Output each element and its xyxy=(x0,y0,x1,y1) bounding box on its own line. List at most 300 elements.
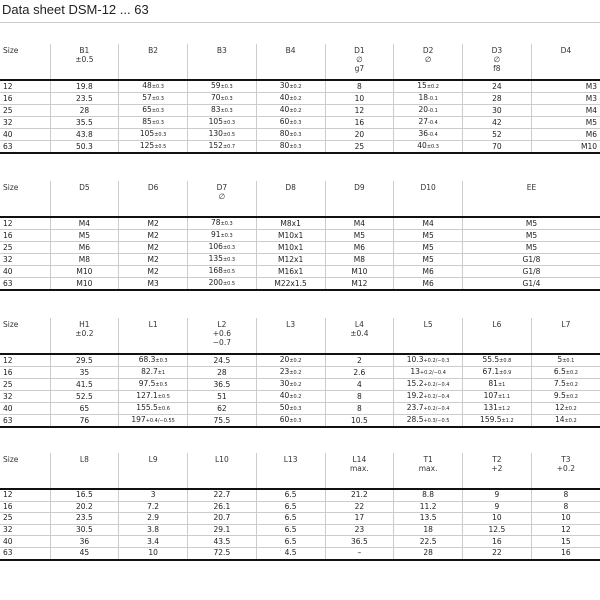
column-header xyxy=(188,318,257,354)
cell-value: 40 xyxy=(279,93,290,102)
table-cell xyxy=(463,354,532,367)
cell-value: 16 xyxy=(3,93,13,103)
cell-value: 20 xyxy=(279,355,290,364)
table-cell xyxy=(325,524,394,536)
table-cell xyxy=(188,217,257,230)
table-cell xyxy=(325,513,394,525)
column-header-line: L2 xyxy=(217,320,227,329)
cell-value: 30 xyxy=(279,81,290,90)
cell-value: M8 xyxy=(78,254,90,264)
column-header-line: f8 xyxy=(493,64,501,73)
cell-value: 40 xyxy=(417,141,427,150)
cell-tolerance: ±0.3 xyxy=(289,144,302,150)
column-header-line: L5 xyxy=(423,320,433,329)
cell-value: 40 xyxy=(279,391,290,400)
cell-tolerance: ±0.5 xyxy=(157,394,170,400)
cell-value: 3 xyxy=(150,490,156,500)
table-cell xyxy=(256,524,325,536)
cell-value: 63 xyxy=(3,415,13,425)
cell-value: 23 xyxy=(354,525,365,535)
cell-value: 8 xyxy=(563,501,569,511)
cell-value: 8 xyxy=(356,81,362,91)
size-cell xyxy=(0,379,50,391)
table-cell xyxy=(119,242,188,254)
cell-value: 40 xyxy=(3,266,13,276)
cell-value: 16 xyxy=(354,117,365,127)
table-cell xyxy=(531,367,600,379)
column-header xyxy=(119,44,188,80)
cell-tolerance: ±0.5 xyxy=(154,144,167,150)
size-cell xyxy=(0,117,50,129)
table-cell xyxy=(256,489,325,501)
data-table-1 xyxy=(0,44,600,154)
table-cell xyxy=(119,141,188,154)
table-header-row xyxy=(0,44,600,80)
table-cell xyxy=(188,266,257,278)
cell-value: 13.5 xyxy=(419,513,437,523)
cell-value: 78 xyxy=(211,218,221,227)
cell-tolerance: ±0.3 xyxy=(151,96,164,102)
cell-tolerance: ±0.3 xyxy=(220,233,233,239)
cell-tolerance: ±0.3 xyxy=(222,120,236,126)
table-cell xyxy=(325,391,394,403)
table-cell xyxy=(50,513,119,525)
size-cell xyxy=(0,354,50,367)
size-cell xyxy=(0,93,50,105)
table-cell xyxy=(256,403,325,415)
size-cell xyxy=(0,367,50,379)
cell-value: 17 xyxy=(354,513,365,523)
cell-tolerance: ±0.2 xyxy=(289,382,302,388)
size-cell xyxy=(0,524,50,536)
cell-value: 3.8 xyxy=(147,525,160,535)
table-cell xyxy=(256,266,325,278)
cell-value: 15.2 xyxy=(406,379,424,388)
cell-value: 36 xyxy=(418,129,429,138)
table-cell xyxy=(463,513,532,525)
table-cell xyxy=(119,217,188,230)
table-cell xyxy=(188,278,257,291)
table-cell xyxy=(50,367,119,379)
table-row xyxy=(0,254,600,266)
column-header xyxy=(463,453,532,489)
column-header xyxy=(188,453,257,489)
column-header xyxy=(531,44,600,80)
table-cell xyxy=(256,105,325,117)
cell-value: 131 xyxy=(483,403,498,412)
table-cell xyxy=(188,254,257,266)
cell-value: 25 xyxy=(3,242,13,252)
table-cell xyxy=(119,266,188,278)
column-header xyxy=(256,44,325,80)
cell-tolerance: +0.2/−0.4 xyxy=(423,382,450,388)
table-cell xyxy=(50,230,119,242)
table-row xyxy=(0,547,600,559)
table-cell xyxy=(188,403,257,415)
cell-value: 10 xyxy=(561,513,571,523)
table-cell xyxy=(119,129,188,141)
cell-value: 52.5 xyxy=(76,391,93,401)
table-cell xyxy=(463,278,600,291)
column-header-line: T1 xyxy=(423,455,433,464)
table-cell xyxy=(531,513,600,525)
column-header-line: Size xyxy=(3,455,19,464)
column-header-line: D4 xyxy=(560,46,572,55)
cell-value: 27 xyxy=(418,117,429,126)
cell-value: 23 xyxy=(279,367,290,376)
table-cell xyxy=(394,379,463,391)
size-cell xyxy=(0,513,50,525)
table-header-row xyxy=(0,453,600,489)
column-header xyxy=(50,44,119,80)
table-cell xyxy=(325,242,394,254)
cell-value: 62 xyxy=(217,403,227,413)
cell-tolerance: ±0.3 xyxy=(220,221,233,227)
cell-value: 28 xyxy=(492,93,502,103)
table-cell xyxy=(394,524,463,536)
table-cell xyxy=(463,105,532,117)
cell-value: 10 xyxy=(148,548,158,558)
cell-value: 26.1 xyxy=(213,501,231,511)
cell-value: 12 xyxy=(3,490,13,500)
cell-value: M4 xyxy=(78,218,90,228)
column-header xyxy=(463,181,600,217)
cell-value: 24.5 xyxy=(213,355,231,365)
table-row xyxy=(0,513,600,525)
cell-tolerance: ±0.3 xyxy=(151,120,164,126)
cell-value: 51 xyxy=(217,391,227,401)
table-row xyxy=(0,80,600,93)
column-header-line: ∅ xyxy=(356,55,363,64)
column-header xyxy=(0,453,50,489)
cell-value: 10 xyxy=(354,93,365,103)
cell-value: 20 xyxy=(418,105,429,114)
table-cell xyxy=(50,266,119,278)
table-cell xyxy=(531,379,600,391)
cell-value: 21.2 xyxy=(351,490,368,500)
table-cell xyxy=(188,391,257,403)
table-cell xyxy=(463,367,532,379)
cell-value: 18 xyxy=(418,93,429,102)
column-header xyxy=(119,318,188,354)
column-header-line: D8 xyxy=(285,183,296,192)
cell-value: 10.3 xyxy=(406,355,424,364)
table-cell xyxy=(394,80,463,93)
cell-value: 11.2 xyxy=(419,501,437,511)
cell-value: 16 xyxy=(3,501,13,511)
cell-tolerance: ±0.3 xyxy=(222,245,236,251)
cell-value: 48 xyxy=(142,81,152,90)
table-cell xyxy=(531,403,600,415)
column-header xyxy=(119,181,188,217)
column-header-line: EE xyxy=(526,183,537,192)
cell-tolerance: ±1.1 xyxy=(497,394,511,400)
cell-tolerance: -0.1 xyxy=(428,108,438,114)
table-cell xyxy=(119,489,188,501)
cell-value: 130 xyxy=(208,129,223,138)
column-header-line: ±0.4 xyxy=(350,329,369,338)
column-header-line: D3 xyxy=(491,46,503,55)
column-header-line: B1 xyxy=(79,46,90,55)
size-cell xyxy=(0,536,50,548)
cell-tolerance: ±1 xyxy=(157,370,166,376)
cell-tolerance: ±0.5 xyxy=(222,132,236,138)
size-cell xyxy=(0,489,50,501)
cell-value: 6.5 xyxy=(284,501,297,511)
size-cell xyxy=(0,278,50,291)
table-cell xyxy=(394,93,463,105)
column-header-line: D10 xyxy=(420,183,436,192)
cell-value: 200 xyxy=(208,278,223,287)
column-header xyxy=(325,453,394,489)
cell-value: 63 xyxy=(3,548,13,558)
cell-value: 16 xyxy=(561,548,571,558)
column-header xyxy=(531,318,600,354)
table-cell xyxy=(394,513,463,525)
cell-value: 8 xyxy=(356,403,362,413)
cell-tolerance: ±0.3 xyxy=(151,108,164,114)
cell-value: 2 xyxy=(356,355,362,365)
table-row xyxy=(0,415,600,428)
cell-value: M4 xyxy=(422,218,434,228)
table-cell xyxy=(325,254,394,266)
cell-value: 80 xyxy=(279,129,290,138)
cell-tolerance: ±0.3 xyxy=(289,120,302,126)
table-row xyxy=(0,217,600,230)
table-cell xyxy=(119,105,188,117)
column-header-line: L7 xyxy=(561,320,571,329)
cell-value: 23.5 xyxy=(76,93,93,103)
size-cell xyxy=(0,141,50,154)
table-cell xyxy=(463,254,600,266)
cell-tolerance: ±0.2 xyxy=(565,382,578,388)
cell-value: 9 xyxy=(494,501,500,511)
cell-value: 12 xyxy=(3,218,13,228)
column-header-line: T2 xyxy=(492,455,502,464)
table-cell xyxy=(256,354,325,367)
column-header-line: D2 xyxy=(422,46,434,55)
cell-value: M2 xyxy=(147,230,159,240)
cell-value: M6 xyxy=(78,242,90,252)
table-cell xyxy=(119,254,188,266)
cell-value: 6.5 xyxy=(553,367,566,376)
cell-value: 107 xyxy=(483,391,498,400)
cell-tolerance: -0.4 xyxy=(428,132,438,138)
cell-value: 29.1 xyxy=(213,525,231,535)
column-header-line: D9 xyxy=(354,183,365,192)
column-header-line: +0.2 xyxy=(556,464,575,473)
cell-value: M22x1.5 xyxy=(274,278,307,288)
table-cell xyxy=(50,129,119,141)
cell-value: M5 xyxy=(422,230,434,240)
cell-value: 35.5 xyxy=(76,117,93,127)
cell-value: M6 xyxy=(422,278,434,288)
cell-value: 25 xyxy=(3,379,13,389)
cell-value: 159.5 xyxy=(480,415,502,424)
table-cell xyxy=(394,141,463,154)
cell-value: 13 xyxy=(410,367,420,376)
table-cell xyxy=(50,141,119,154)
column-header-line: Size xyxy=(3,183,19,192)
table-cell xyxy=(256,536,325,548)
table-cell xyxy=(188,489,257,501)
table-cell xyxy=(256,80,325,93)
column-header-line: B4 xyxy=(285,46,296,55)
column-header xyxy=(531,453,600,489)
size-cell xyxy=(0,266,50,278)
column-header-line: +2 xyxy=(491,464,503,473)
cell-value: 36.5 xyxy=(351,536,368,546)
table-cell xyxy=(256,242,325,254)
table-cell xyxy=(119,117,188,129)
table-cell xyxy=(50,403,119,415)
table-cell xyxy=(119,391,188,403)
cell-value: 41.5 xyxy=(76,379,93,389)
table-cell xyxy=(50,489,119,501)
table-cell xyxy=(531,93,600,105)
cell-value: 6.5 xyxy=(284,513,297,523)
table-cell xyxy=(325,536,394,548)
cell-value: 25 xyxy=(354,141,365,151)
cell-value: 2.9 xyxy=(147,513,160,523)
cell-tolerance: ±0.3 xyxy=(151,84,164,90)
cell-tolerance: ±0.2 xyxy=(564,418,577,424)
cell-value: 2.6 xyxy=(353,367,366,377)
cell-value: 81 xyxy=(488,379,498,388)
cell-value: 65 xyxy=(142,105,152,114)
cell-value: 40 xyxy=(3,403,13,413)
table-header-row xyxy=(0,181,600,217)
table-cell xyxy=(531,391,600,403)
cell-tolerance: ±0.3 xyxy=(155,358,168,364)
cell-value: 15 xyxy=(417,81,427,90)
cell-value: 70 xyxy=(492,141,502,151)
cell-tolerance: ±0.2 xyxy=(289,394,302,400)
table-cell xyxy=(394,547,463,559)
column-header-line: Size xyxy=(3,320,19,329)
size-cell xyxy=(0,217,50,230)
cell-value: 30.5 xyxy=(76,525,93,535)
table-cell xyxy=(325,105,394,117)
cell-value: 7.2 xyxy=(147,501,160,511)
table-cell xyxy=(188,547,257,559)
cell-value: 32 xyxy=(3,391,13,401)
cell-value: 43.8 xyxy=(76,129,93,139)
cell-tolerance: +0.2/−0.3 xyxy=(423,358,450,364)
table-row xyxy=(0,367,600,379)
cell-value: M6 xyxy=(585,129,597,139)
cell-value: M5 xyxy=(353,230,365,240)
cell-tolerance: +0.3/−0.5 xyxy=(423,418,450,424)
table-row xyxy=(0,524,600,536)
table-cell xyxy=(50,391,119,403)
table-cell xyxy=(256,415,325,428)
table-cell xyxy=(531,129,600,141)
column-header-line: D5 xyxy=(79,183,90,192)
cell-value: M2 xyxy=(147,266,159,276)
table-cell xyxy=(119,547,188,559)
table-row xyxy=(0,501,600,513)
column-header-line: D1 xyxy=(354,46,365,55)
column-header xyxy=(394,453,463,489)
table-cell xyxy=(50,536,119,548)
cell-value: 20.2 xyxy=(76,501,93,511)
cell-value: 16 xyxy=(3,367,13,377)
column-header-line: D7 xyxy=(216,183,228,192)
cell-value: M3 xyxy=(585,93,597,103)
cell-value: 36.5 xyxy=(213,379,231,389)
table-cell xyxy=(256,93,325,105)
table-cell xyxy=(394,278,463,291)
table-cell xyxy=(119,230,188,242)
cell-value: M5 xyxy=(525,218,538,228)
table-cell xyxy=(188,242,257,254)
table-cell xyxy=(119,379,188,391)
table-cell xyxy=(256,117,325,129)
cell-tolerance: ±0.7 xyxy=(222,144,236,150)
cell-value: 197 xyxy=(131,415,146,424)
column-header-line: B2 xyxy=(148,46,159,55)
table-cell xyxy=(463,403,532,415)
table-cell xyxy=(188,117,257,129)
cell-value: 10.5 xyxy=(351,415,368,425)
cell-tolerance: ±0.2 xyxy=(564,406,577,412)
cell-value: 63 xyxy=(3,141,13,151)
table-cell xyxy=(188,129,257,141)
cell-tolerance: ±0.3 xyxy=(154,132,167,138)
cell-value: M10 xyxy=(76,278,93,288)
column-header-line: Size xyxy=(3,46,19,55)
table-cell xyxy=(325,489,394,501)
cell-tolerance: +0.2/−0.4 xyxy=(419,370,446,376)
cell-value: 91 xyxy=(211,230,221,239)
cell-value: 55.5 xyxy=(482,355,500,364)
cell-value: 80 xyxy=(279,141,290,150)
column-header xyxy=(50,181,119,217)
cell-value: 12 xyxy=(561,525,571,535)
table-cell xyxy=(463,524,532,536)
table-cell xyxy=(50,254,119,266)
cell-value: 70 xyxy=(211,93,221,102)
cell-value: M4 xyxy=(585,105,597,115)
cell-value: 20 xyxy=(354,129,365,139)
cell-value: 10 xyxy=(492,513,502,523)
table-cell xyxy=(463,117,532,129)
table-row xyxy=(0,536,600,548)
cell-value: 68.3 xyxy=(138,355,156,364)
size-cell xyxy=(0,254,50,266)
cell-tolerance: ±0.3 xyxy=(222,257,236,263)
column-header xyxy=(188,181,257,217)
table-cell xyxy=(531,536,600,548)
column-header-line: L14 xyxy=(352,455,367,464)
table-cell xyxy=(394,105,463,117)
table-cell xyxy=(119,80,188,93)
table-cell xyxy=(50,242,119,254)
table-row xyxy=(0,141,600,154)
cell-value: 25 xyxy=(3,513,13,523)
table-row xyxy=(0,105,600,117)
cell-value: M4 xyxy=(353,218,365,228)
size-cell xyxy=(0,547,50,559)
cell-value: M10 xyxy=(76,266,93,276)
table-row xyxy=(0,242,600,254)
table-cell xyxy=(394,217,463,230)
size-cell xyxy=(0,415,50,428)
table-cell xyxy=(531,105,600,117)
cell-value: 125 xyxy=(139,141,155,150)
table-cell xyxy=(256,379,325,391)
